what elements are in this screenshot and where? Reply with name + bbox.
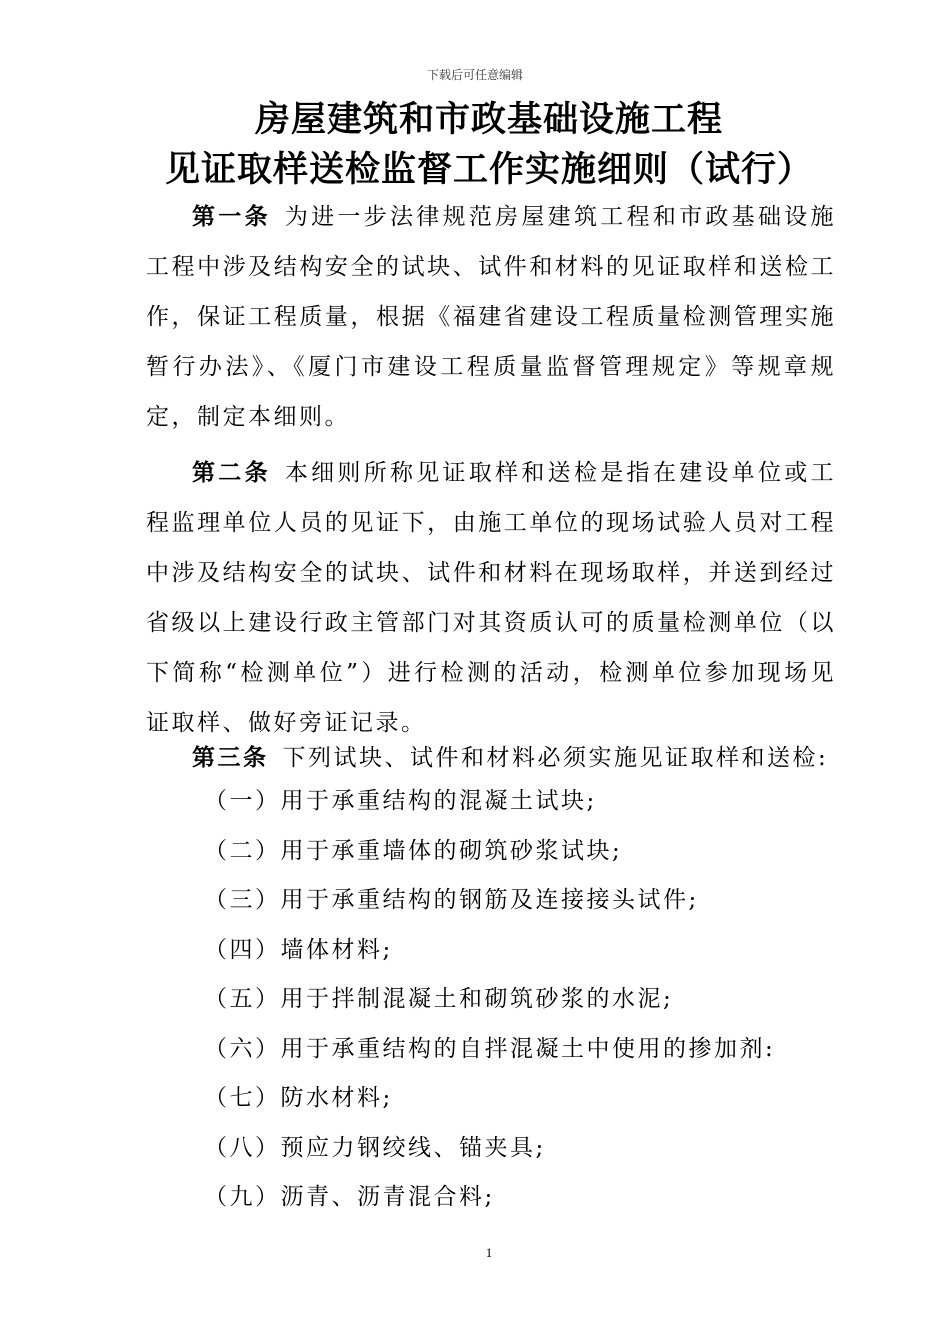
list-item: （三）用于承重结构的钢筋及连接接头试件; [204, 887, 699, 913]
article-2-text: 本细则所称见证取样和送检是指在建设单位或工程监理单位人员的见证下，由施工单位的现场试验人员对工程中涉及结构安全的试块、试件和材料在现场取样，并送到经过省级以上建设行政主管部门对其资质认可的质量检测单位（以下简称“检测单位”）进行检测的活动，检测单位参加现场见证取样、做好旁证记录。 [146, 460, 837, 736]
article-1-text: 为进一步法律规范房屋建筑工程和市政基础设施工程中涉及结构安全的试块、试件和材料的见证取样和送检工作，保证工程质量，根据《福建省建设工程质量检测管理实施暂行办法》、《厦门市建设工程质量监督管理规定》等规章规定，制定本细则。 [146, 204, 837, 430]
list-item: （四）墙体材料; [204, 936, 393, 963]
article-2 [146, 448, 836, 748]
list-item: （六）用于承重结构的自拌混凝土中使用的掺加剂: [204, 1035, 776, 1062]
article-2-number: 第二条 [192, 460, 271, 486]
required-items-list [204, 777, 775, 1223]
page-number: 1 [485, 1245, 493, 1260]
article-1 [146, 192, 836, 442]
article-3-text: 下列试块、试件和材料必须实施见证取样和送检: [282, 745, 829, 771]
article-1-number: 第一条 [192, 204, 271, 230]
list-item: （一）用于承重结构的混凝土试块; [204, 788, 597, 814]
document-title-line-1: 房屋建筑和市政基础设施工程 [254, 100, 723, 140]
header-note: 下载后可任意编辑 [426, 68, 523, 82]
list-item: （九）沥青、沥青混合料; [204, 1184, 495, 1210]
list-item: （八）预应力钢绞线、锚夹具; [204, 1134, 546, 1161]
article-3-number: 第三条 [192, 745, 269, 771]
list-item: （七）防水材料; [204, 1085, 393, 1111]
list-item: （二）用于承重墙体的砌筑砂浆试块; [204, 837, 623, 864]
document-title-line-2: 见证取样送检监督工作实施细则（试行） [164, 150, 813, 190]
article-3 [146, 733, 836, 783]
list-item: （五）用于拌制混凝土和砌筑砂浆的水泥; [204, 986, 674, 1012]
